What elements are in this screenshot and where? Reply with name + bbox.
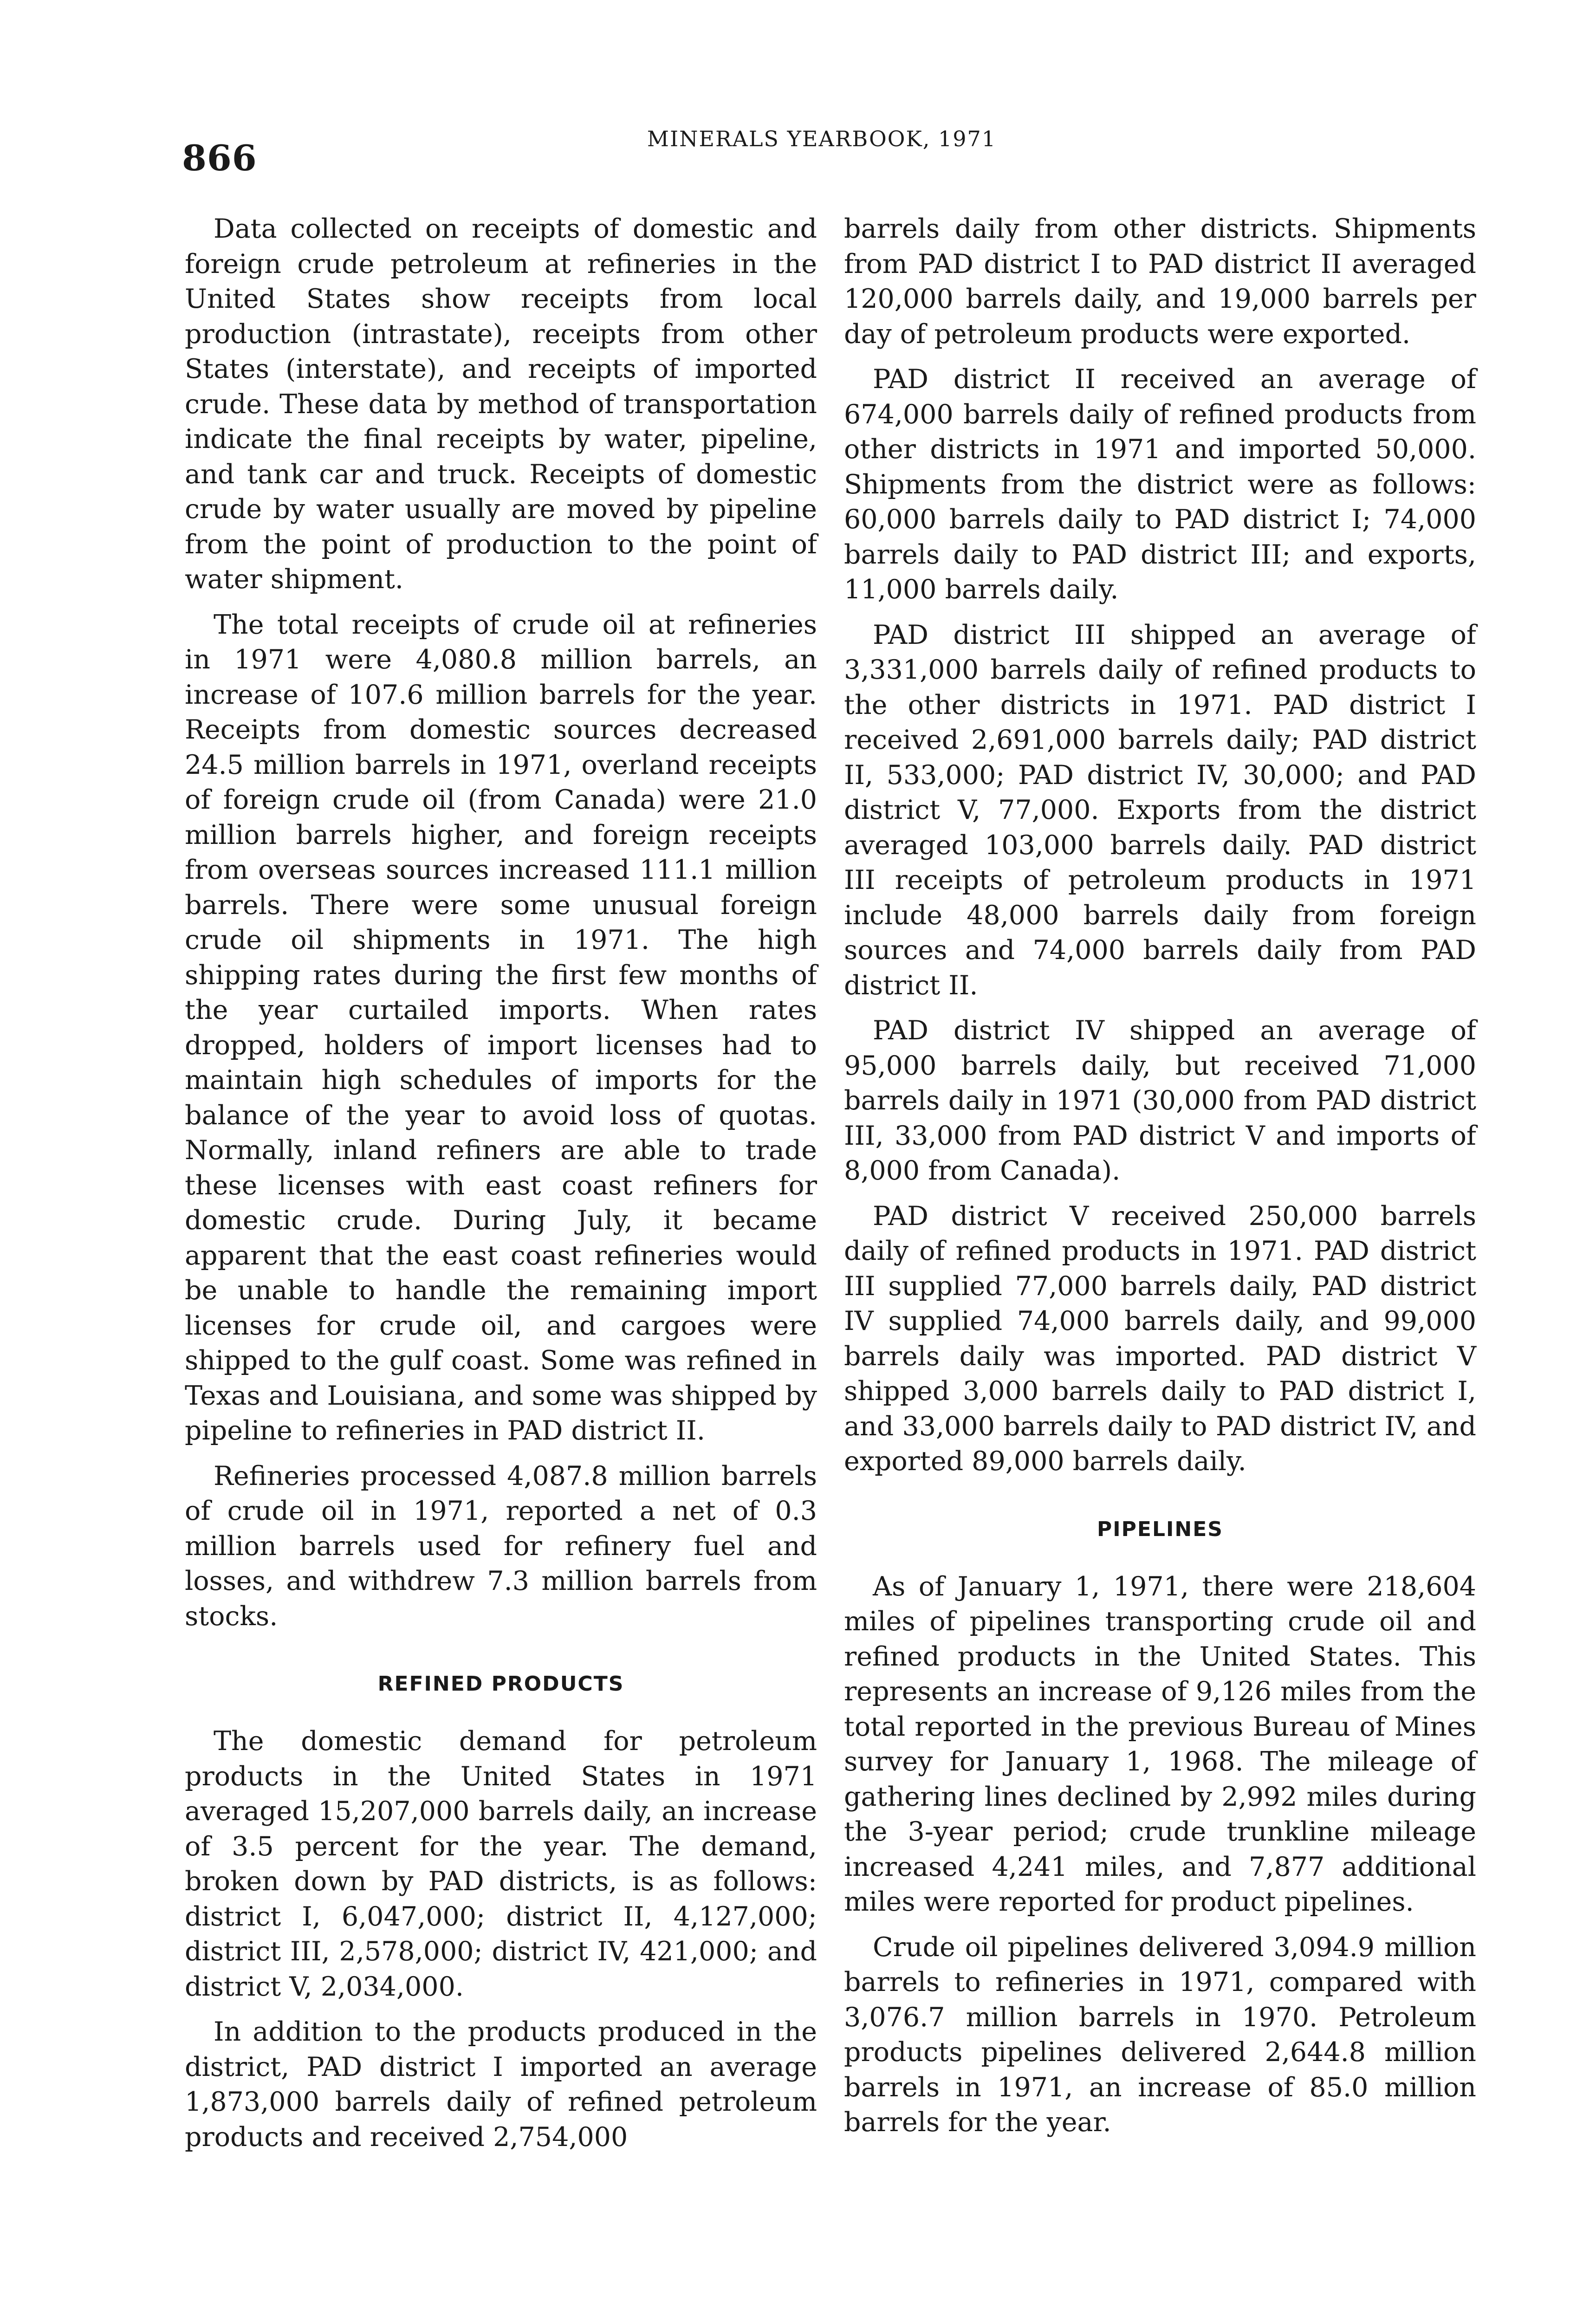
paragraph-pad-district-iii: PAD district III shipped an average of 3,331,000 barrels daily of refined products to the other districts in 1971. PAD district I received 2,691,000 barrels daily; PAD district II, 533,000; PAD district IV, 30,000; and PAD district V, 77,000. Exports from the district averaged 103,000 barrels daily. PAD district III receipts of petroleum products in 1971 include 48,000 barrels daily from foreign sources and 74,000 barrels daily from PAD district II.: [844, 619, 1476, 1001]
heading-pipelines: PIPELINES: [1097, 1517, 1223, 1541]
paragraph-district-i-continued: barrels daily from other districts. Shipments from PAD district I to PAD district II averaged 120,000 barrels daily, and 19,000 barrels per day of petroleum products were exported.: [844, 214, 1476, 350]
running-title: MINERALS YEARBOOK, 1971: [647, 126, 997, 151]
left-column: [185, 212, 817, 2165]
paragraph-refineries-processed: Refineries processed 4,087.8 million barrels of crude oil in 1971, reported a net of 0.3 million barrels used for refinery fuel and losses, and withdrew 7.3 million barrels from stocks.: [185, 1460, 817, 1632]
right-column: [844, 212, 1476, 2151]
paragraph-crude-receipts: Data collected on receipts of domestic and foreign crude petroleum at refineries in the United States show receipts from local production (intrastate), receipts from other States (interstate), and receipts of imported crude. These data by method of transportation indicate the final receipts by water, pipeline, and tank car and truck. Receipts of domestic crude by water usually are moved by pipeline from the point of production to the point of water shipment.: [185, 214, 817, 595]
paragraph-domestic-demand: The domestic demand for petroleum products in the United States in 1971 averaged 15,207,000 barrels daily, an increase of 3.5 percent for the year. The demand, broken down by PAD districts, is as follows: district I, 6,047,000; district II, 4,127,000; district III, 2,578,000; district IV, 421,000; and district V, 2,034,000.: [185, 1726, 817, 2002]
paragraph-total-receipts: The total receipts of crude oil at refineries in 1971 were 4,080.8 million barrels, an increase of 107.6 million barrels for the year. Receipts from domestic sources decreased 24.5 million barrels in 1971, overland receipts of foreign crude oil (from Canada) were 21.0 million barrels higher, and foreign receipts from overseas sources increased 111.1 million barrels. There were some unusual foreign crude oil shipments in 1971. The high shipping rates during the first few months of the year curtailed imports. When rates dropped, holders of import licenses had to maintain high schedules of imports for the balance of the year to avoid loss of quotas. Normally, inland refiners are able to trade these licenses with east coast refiners for domestic crude. During July, it became apparent that the east coast refineries would be unable to handle the remaining import licenses for crude oil, and cargoes were shipped to the gulf coast. Some was refined in Texas and Louisiana, and some was shipped by pipeline to refineries in PAD district II.: [185, 609, 817, 1446]
heading-refined-products: REFINED PRODUCTS: [377, 1672, 624, 1696]
paragraph-pipeline-deliveries: Crude oil pipelines delivered 3,094.9 million barrels to refineries in 1971, compared with 3,076.7 million barrels in 1970. Petroleum products pipelines delivered 2,644.8 million barrels in 1971, an increase of 85.0 million barrels for the year.: [844, 1932, 1476, 2138]
paragraph-pad-district-iv: PAD district IV shipped an average of 95,000 barrels daily, but received 71,000 barrels daily in 1971 (30,000 from PAD district III, 33,000 from PAD district V and imports of 8,000 from Canada).: [844, 1015, 1476, 1186]
paragraph-pad-district-i: In addition to the products produced in the district, PAD district I imported an average 1,873,000 barrels daily of refined petroleum products and received 2,754,000: [185, 2016, 817, 2152]
page-number: 866: [182, 137, 257, 179]
paragraph-pipeline-mileage: As of January 1, 1971, there were 218,604 miles of pipelines transporting crude oil and refined products in the United States. This represents an increase of 9,126 miles from the total reported in the previous Bureau of Mines survey for January 1, 1968. The mileage of gathering lines declined by 2,992 miles during the 3-year period; crude trunkline mileage increased 4,241 miles, and 7,877 additional miles were reported for product pipelines.: [844, 1571, 1476, 1917]
paragraph-pad-district-ii: PAD district II received an average of 674,000 barrels daily of refined products from other districts in 1971 and imported 50,000. Shipments from the district were as follows: 60,000 barrels daily to PAD district I; 74,000 barrels daily to PAD district III; and exports, 11,000 barrels daily.: [844, 364, 1476, 605]
paragraph-pad-district-v: PAD district V received 250,000 barrels daily of refined products in 1971. PAD district III supplied 77,000 barrels daily, PAD district IV supplied 74,000 barrels daily, and 99,000 barrels daily was imported. PAD district V shipped 3,000 barrels daily to PAD district I, and 33,000 barrels daily to PAD district IV, and exported 89,000 barrels daily.: [844, 1200, 1476, 1477]
